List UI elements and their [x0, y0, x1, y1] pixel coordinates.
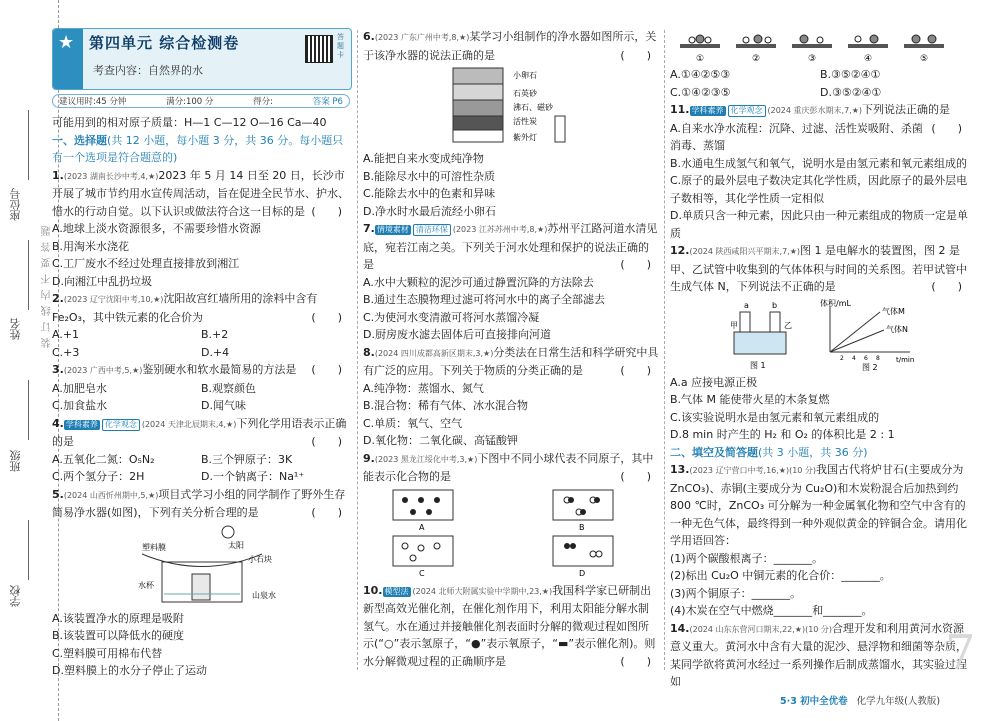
q10-options: A.①④②⑤③ B.③⑤②④①: [670, 68, 881, 81]
q7-option-d: D.厨房废水滤去固体后可直接排向河道: [363, 328, 551, 341]
q5-option-d: D.塑料膜上的水分子停止了运动: [52, 664, 207, 677]
qr-label: 答题卡: [337, 33, 344, 59]
step-label-2: ②: [752, 54, 761, 64]
q8-option-d: D.氧化物：二氧化碳、高锰酸钾: [363, 434, 518, 447]
svg-text:6: 6: [864, 354, 868, 362]
column-divider-2: [664, 30, 665, 670]
q7-option-a: A.水中大颗粒的泥沙可通过静置沉降的方法除去: [363, 275, 594, 289]
atomic-mass: 可能用到的相对原子质量：H—1 C—12 O—16 Ca—40: [52, 116, 327, 129]
meta-bar: [52, 94, 350, 108]
svg-text:2: 2: [840, 354, 844, 362]
section2-title: 二、填空及简答题: [670, 445, 758, 459]
question-4: 4. 学科素养 化学观念 (2024 天津北辰期末,4,★)下列化学用语表示正确的是 ( ): [52, 416, 347, 448]
q11-option-b: B.水通电生成氢气和氧气，说明水是由氢元素和氧元素组成的: [670, 156, 968, 170]
q7-option-b: B.通过生态膜物理过滤可将河水中的离子全部滤去: [363, 293, 606, 306]
q6-option-b: B.能除尽水中的可溶性杂质: [363, 169, 496, 183]
binding-warning: 装订线内不要答题: [42, 220, 53, 348]
got-label: 得分:: [253, 97, 273, 107]
star-icon: ★: [53, 29, 83, 89]
q13-part-1: (1)两个碳酸根离子：_______。: [670, 551, 824, 565]
filter-diagram: [363, 66, 659, 148]
question-10: 10. 模型法 (2024 北师大附属实验中学期中,23,★)我国科学家已研制出新型高效光催化剂，在催化剂作用下，利用太阳能分解水制氢气。水在通过并接触催化剂表面时分解的微观过程如图所示(“○”表示氢原子，“●”表示氧原子，“▬”表示催化剂)。则水分解微观过程的正确顺序是 ( ): [363, 583, 656, 668]
section1-desc: (共 12 小题，每小题 3 分，共 36 分。每小题只有一个选项是符合题意的): [52, 133, 344, 164]
q13-part-2: (2)标出 Cu₂O 中铜元素的化合价：_______。: [670, 569, 891, 582]
cup-shape: [192, 574, 210, 600]
class-label: 班级: [9, 450, 22, 472]
step-label-4: ④: [864, 54, 873, 64]
fig-label-a: a: [744, 300, 749, 310]
q1-option-b: B.用淘米水浇花: [52, 239, 130, 253]
q1-option-c: C.工厂废水不经过处理直接排放到湘江: [52, 257, 240, 270]
fig-label-time: t/min: [896, 355, 915, 364]
binding-margin: [0, 0, 59, 721]
catalyst-steps: [670, 30, 970, 64]
seat-line: [28, 110, 29, 180]
column-3: ① ② ③ ④ ⑤ A.①④②⑤③ B.③⑤②④① C.①④②③⑤ D.③⑤②④① 11. 学科素养 化学观念 (2024 重庆彭水期末,7,★)下列说法正确的是 ( ) A.自来水净水流程：沉降、过滤、活性炭吸附、杀菌消毒、蒸馏 B.水通电生成氢气和氧气，说明水是由氢元素和氧元素组成的 C.原子的最外层电子数决定其化学性质，因此原子的最外层电子数相等，其化学性质一定相似 D.单质只含一种元素，因此只由一种元素组成的物质一定是单质 12.(2024 陕西咸阳兴平期末,7,★)图 1 是电解水的装置图，图 2 是甲、乙试管中收集到的气体体积与时间的关系图。若甲试管中生成气体 N，下列说法不正确的是 ( ) 甲 乙 a b 图 1 体积/mL 气体M 气体N t/min 图 2 2 4 6 8 A.a 应接电源正极 B.气体 M 能使带火星的木条复燃 C.该实验说明水是由氢元素和氧元素组成的 D.8 min 时产生的 H₂ 和 O₂ 的体积比是 2 : 1 二、填空及简答题(共 3 小题，共 36 分) 13.(2023 辽宁营口中考,16,★)(10 分)我国古代将炉甘石(主要成分为 ZnCO₃)、赤铜(主要成分为 Cu₂O)和木炭粉混合后加热到约 800 ℃时，ZnCO₃ 可分解为一种金属氧化物和空气中含有的一种无色气体，最终得到一种外观似黄金的锌铜合金。请用化学用语回答： (1)两个碳酸根离子：_______。 (2)标出 Cu₂O 中铜元素的化合价：_______。 (3)两个铜原子：_______。 (4)木炭在空气中燃烧_______和_______。 14.(2024 山东东营河口期末,22,★)(10 分)合理开发和利用黄河水资源意义重大。黄河水中含有大量的泥沙、悬浮物和细菌等杂质，某同学欲将黄河水经过一系列操作后制成蒸馏水，其实验过程如: [670, 28, 970, 691]
q5-figure: [52, 524, 350, 608]
column-2: [363, 28, 659, 670]
svg-text:8: 8: [876, 354, 880, 362]
fig-label-carbon: 活性炭: [513, 117, 537, 126]
footer-subject: 化学九年级(人教版): [856, 696, 941, 707]
step-label-5: ⑤: [920, 54, 929, 64]
question-12: 12.(2024 陕西咸阳兴平期末,7,★)图 1 是电解水的装置图，图 2 是甲、乙试管中收集到的气体体积与时间的关系图。若甲试管中生成气体 N，下列说法不正确的是 ( ): [670, 244, 967, 293]
q9-figure: [363, 488, 659, 580]
step-5: [904, 35, 944, 48]
fig-label-a: A: [419, 522, 425, 532]
q6-option-d: D.净水时水最后流经小卵石: [363, 204, 496, 218]
unit-title: 第四单元 综合检测卷: [89, 34, 240, 52]
q8-option-b: B.混合物：稀有气体、冰水混合物: [363, 399, 529, 412]
q6-option-c: C.能除去水中的色素和异味: [363, 187, 496, 200]
fig-label-stone: 小石块: [248, 554, 272, 564]
question-9: 9.(2023 黑龙江绥化中考,3,★)下图中不同小球代表不同原子，其中能表示化合物的是 ( ): [363, 451, 654, 483]
q6-option-a: A.能把自来水变成纯净物: [363, 152, 484, 165]
step-1: [680, 35, 720, 48]
fig-label-sand: 石英砂: [513, 89, 537, 98]
q11-option-d: D.单质只含一种元素，因此只由一种元素组成的物质一定是单质: [670, 209, 968, 240]
seat-label: 座位号: [9, 188, 22, 221]
q12-option-d: D.8 min 时产生的 H₂ 和 O₂ 的体积比是 2 : 1: [670, 428, 895, 441]
fig-label-fig1: 图 1: [750, 360, 766, 370]
fig-label-b: B: [579, 522, 585, 532]
class-line: [28, 380, 29, 440]
fig-label-cup: 水杯: [138, 580, 154, 590]
q2-options: A.+1 B.+2: [52, 328, 229, 341]
fig-label-water: 山泉水: [252, 590, 276, 600]
fig-label-uv: 紫外灯: [513, 133, 537, 142]
question-11: 11. 学科素养 化学观念 (2024 重庆彭水期末,7,★)下列说法正确的是 ( ): [670, 103, 962, 135]
fig-label-pebble: 小卵石: [513, 71, 537, 80]
step-4: [848, 35, 888, 48]
fig-label-jia: 甲: [730, 320, 738, 330]
step-2: [736, 35, 776, 48]
fig-label-c: C: [419, 568, 425, 578]
q6-figure: [363, 66, 659, 148]
q13-part-3: (3)两个铜原子：_______。: [670, 586, 802, 600]
q3-options: A.加肥皂水 B.观察颜色: [52, 381, 257, 395]
qr-code-icon[interactable]: [305, 35, 333, 63]
q11-option-c: C.原子的最外层电子数决定其化学性质，因此原子的最外层电子数相等，其化学性质一定相似: [670, 174, 968, 205]
fig-label-b: b: [772, 300, 778, 310]
score-label: 满分:100 分: [166, 97, 214, 107]
molecule-boxes: [363, 488, 659, 580]
q8-option-a: A.纯净物：蒸馏水、氮气: [363, 381, 484, 395]
fig-label-sun: 太阳: [228, 540, 244, 550]
question-6: 6.(2023 广东广州中考,8,★)某学习小组制作的净水器如图所示，关于该净水器的说法正确的是 ( ): [363, 30, 657, 62]
electrolysis-diagram: [670, 298, 970, 372]
question-14: 14.(2024 山东东营河口期末,22,★)(10 分)合理开发和利用黄河水资源意义重大。黄河水中含有大量的泥沙、悬浮物和细菌等杂质，某同学欲将黄河水经过一系列操作后制成蒸馏水，其实验过程如: [670, 621, 967, 688]
q12-option-b: B.气体 M 能使带火星的木条复燃: [670, 393, 830, 406]
question-1: 1.(2023 湖南长沙中考,4,★)2023 年 5 月 14 日至 20 日，长沙市开展了城市节约用水宣传周活动，旨在促进全民节水、护水、惜水的行动自觉。以下认识或做法符合这一目标的是 ( ): [52, 168, 349, 218]
step-label-1: ①: [696, 54, 705, 64]
question-13: 13.(2023 辽宁营口中考,16,★)(10 分)我国古代将炉甘石(主要成分为 ZnCO₃)、赤铜(主要成分为 Cu₂O)和木炭粉混合后加热到约 800 ℃时，ZnCO₃ 可分解为一种金属氧化物和空气中含有的一种无色气体，最终得到一种外观似黄金的锌铜合金。请用化学用语回答：: [670, 463, 967, 547]
q1-option-a: A.地球上淡水资源很多，不需要珍惜水资源: [52, 222, 261, 235]
page-footer: [780, 693, 940, 707]
page-number-watermark: 7: [945, 625, 976, 681]
footer-brand: 5·3 初中全优卷: [780, 696, 848, 707]
question-3: 3.(2023 广西中考,5,★)鉴别硬水和软水最简易的方法是 ( ): [52, 363, 342, 376]
fig-label-zeolite: 沸石、磁砂: [513, 103, 553, 112]
q5-option-b: B.该装置可以降低水的硬度: [52, 629, 185, 642]
fig-label-gas-m: 气体M: [882, 306, 905, 316]
fig-label-film: 塑料膜: [142, 542, 166, 552]
q8-option-c: C.单质：氧气、空气: [363, 416, 463, 430]
q5-option-c: C.塑料膜可用棉布代替: [52, 646, 163, 660]
q12-option-c: C.该实验说明水是由氢元素和氧元素组成的: [670, 410, 880, 424]
q12-figure: [670, 298, 970, 372]
time-label: 建议用时:45 分钟: [59, 97, 127, 107]
column-1: ★ 第四单元 综合检测卷 考查内容：自然界的水 答题卡 建议用时:45 分钟 满分:100 分 得分: 答案 P6 可能用到的相对原子质量：H—1 C—12 O—16 Ca—40 一、选择题(共 12 小题，每小题 3 分，共 36 分。每小题只有一个选项是符合题意的) 1.(2023 湖南长沙中考,4,★)2023 年 5 月 14 日至 20 日，长沙市开展了城市节约用水宣传周活动，旨在促进全民节水、护水、惜水的行动自觉。以下认识或做法符合这一目标的是 ( ) A.地球上淡水资源很多，不需要珍惜水资源 B.用淘米水浇花 C.工厂废水不经过处理直接排放到湘江 D.向湘江中乱扔垃圾 2.(2023 辽宁沈阳中考,10,★)沈阳故宫红墙所用的涂料中含有 Fe₂O₃，其中铁元素的化合价为 ( ) A.+1 B.+2 C.+3 D.+4 3.(2023 广西中考,5,★)鉴别硬水和软水最简易的方法是 ( ) A.加肥皂水 B.观察颜色 C.加食盐水 D.闻气味 4. 学科素养 化学观念 (2024 天津北辰期末,4,★)下列化学用语表示正确的是 ( ) A.五氧化二氮：O₅N₂ B.三个钾原子：3K C.两个氢分子：2H D.一个钠离子：Na¹⁺ 5.(2024 山西忻州期中,5,★)项目式学习小组的同学制作了野外生存简易净水器(如图)，下列有关分析合理的是 ( ) 太阳 塑料膜 小石块 水杯 山泉水 A.该装置净水的原理是吸附 B.该装置可以降低水的硬度 C.塑料膜可用棉布代替 D.塑料膜上的水分子停止了运动: [52, 28, 350, 680]
unit-header: [52, 28, 352, 90]
question-7: 7. 情境素材 清洁环保 (2023 江苏苏州中考,8,★)苏州平江路河道水清见底，宛若江南之美。下列关于河水处理和保护的说法正确的是 ( ): [363, 222, 658, 271]
question-5: 5.(2024 山西忻州期中,5,★)项目式学习小组的同学制作了野外生存简易净水器(如图)，下列有关分析合理的是 ( ): [52, 487, 346, 519]
fig-label-yi: 乙: [784, 320, 792, 330]
fig-label-fig2: 图 2: [862, 362, 878, 372]
water-purifier-diagram: [52, 524, 350, 608]
fig-label-gas-n: 气体N: [886, 324, 908, 334]
q5-option-a: A.该装置净水的原理是吸附: [52, 611, 184, 625]
name-line: [28, 240, 29, 310]
column-divider-1: [357, 30, 358, 670]
school-line: [28, 520, 29, 580]
q13-part-4: (4)木炭在空气中燃烧_______和_______。: [670, 604, 873, 617]
school-label: 学校: [9, 585, 22, 607]
section2-desc: (共 3 小题，共 36 分): [758, 445, 868, 459]
q11-option-a: A.自来水净水流程：沉降、过滤、活性炭吸附、杀菌消毒、蒸馏: [670, 121, 923, 152]
fig-label-volume: 体积/mL: [820, 298, 851, 308]
svg-text:4: 4: [852, 354, 856, 362]
fig-label-d: D: [579, 568, 586, 578]
q10-figure: [670, 30, 970, 64]
step-3: [792, 35, 832, 48]
q12-option-a: A.a 应接电源正极: [670, 375, 758, 389]
q7-option-c: C.为使河水变清澈可将河水蒸馏冷凝: [363, 310, 540, 324]
step-label-3: ③: [808, 54, 817, 64]
q1-option-d: D.向湘江中乱扔垃圾: [52, 274, 152, 288]
name-label: 姓名: [9, 318, 22, 340]
question-8: 8.(2024 四川成都高新区期末,3,★)分类法在日常生活和科学研究中具有广泛的应用。下列关于物质的分类正确的是 ( ): [363, 345, 659, 377]
section1-title: 一、选择题: [52, 133, 107, 147]
question-2: 2.(2023 辽宁沈阳中考,10,★)沈阳故宫红墙所用的涂料中含有 Fe₂O₃，其中铁元素的化合价为 ( ): [52, 292, 342, 324]
q4-options: A.五氧化二氮：O₅N₂ B.三个钾原子：3K: [52, 452, 293, 466]
sun-icon: [222, 526, 234, 538]
unit-subtitle: 考查内容：自然界的水: [93, 64, 203, 77]
answer-ref: 答案 P6: [312, 97, 343, 107]
